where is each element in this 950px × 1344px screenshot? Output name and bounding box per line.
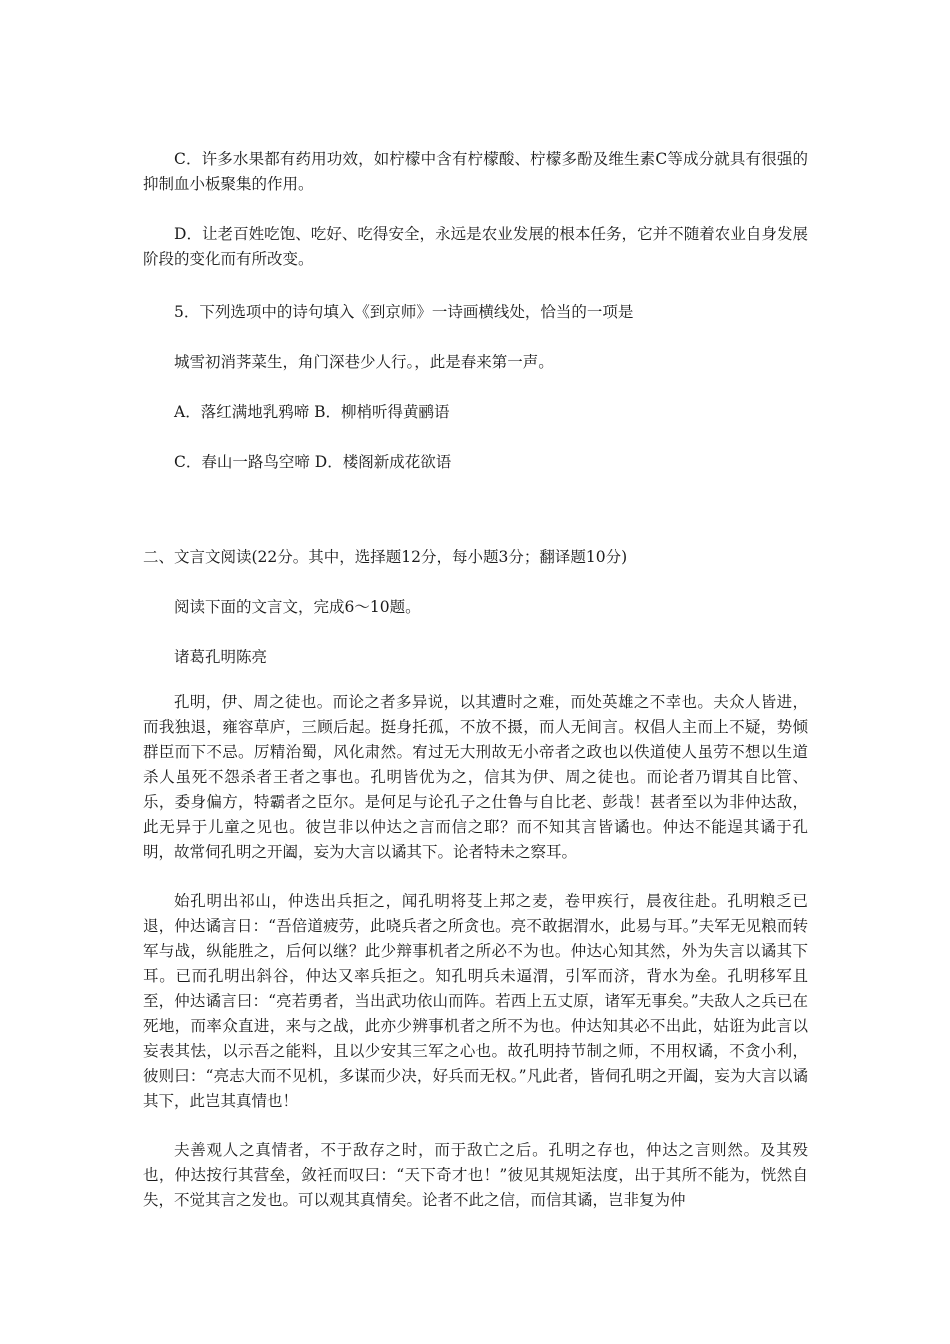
passage-paragraph-1: 孔明，伊、周之徒也。而论之者多异说，以其遭时之难，而处英雄之不幸也。夫众人皆进，而我独退，雍容草庐，三顾后起。挺身托孤，不放不摄，而人无间言。权倡人主而上不疑，势倾群臣而下不忌。厉精治蜀，风化肃然。宥过无大刑故无小帝者之政也以佚道使人虽劳不想以生道杀人虽死不怨杀者王者之事也。孔明皆优为之，信其为伊、周之徒也。而论者乃谓其自比管、乐，委身偏方，特霸者之臣尔。是何足与论孔子之仕鲁与自比老、彭哉！甚者至以为非仲达敌，此无异于儿童之见也。彼岂非以仲达之言而信之耶？而不知其言皆谲也。仲达不能逞其谲于孔明，故常伺孔明之开阖，妄为大言以谲其下。论者特未之察耳。 <box>143 693 808 861</box>
question-5-options-cd: C．春山一路鸟空啼 D．楼阁新成花欲语 <box>174 453 452 471</box>
question-5-options-ab: A．落红满地乳鸦啼 B．柳梢听得黄鹂语 <box>174 403 450 421</box>
option-d-text: D．让老百姓吃饱、吃好、吃得安全，永远是农业发展的根本任务，它并不随着农业自身发展阶段的变化而有所改变。 <box>143 225 808 268</box>
option-c-text: C．许多水果都有药用功效，如柠檬中含有柠檬酸、柠檬多酚及维生素C等成分就具有很强的抑制血小板聚集的作用。 <box>143 150 808 193</box>
reading-instruction: 阅读下面的文言文，完成6～10题。 <box>174 598 421 616</box>
question-5-poem: 城雪初消荠菜生，角门深巷少人行。，此是春来第一声。 <box>174 353 554 371</box>
passage-paragraph-2: 始孔明出祁山，仲迭出兵拒之，闻孔明将芟上邦之麦，卷甲疾行，晨夜往赴。孔明粮乏已退，仲达谲言日：“吾倍道疲劳，此哓兵者之所贪也。亮不敢据渭水，此易与耳。”夫军无见粮而转军与战，纵能胜之，后何以继？此少辩事机者之所必不为也。仲达心知其然，外为失言以谲其下耳。已而孔明出斜谷，仲达又率兵拒之。知孔明兵未逼渭，引军而济，背水为垒。孔明移军且至，仲达谲言曰：“亮若勇者，当出武功依山而阵。若西上五丈原，诸军无事矣。”夫敌人之兵已在死地，而率众直进，来与之战，此亦少辨事机者之所不为也。仲达知其必不出此，姑诳为此言以妄表其怯，以示吾之能料，且以少安其三军之心也。故孔明持节制之师，不用权谲，不贪小利，彼则曰：“亮志大而不见机，多谋而少决，好兵而无权。”凡此者，皆伺孔明之开阖，妄为大言以谲其下，此岂其真情也！ <box>143 892 808 1110</box>
passage-paragraph-3: 夫善观人之真情者，不于敌存之时，而于敌亡之后。孔明之存也，仲达之言则然。及其殁也，仲达按行其营垒，敛衽而叹曰：“天下奇才也！”彼见其规矩法度，出于其所不能为，恍然自失，不觉其言之发也。可以观其真情矣。论者不此之信，而信其谲，岂非复为仲 <box>143 1141 808 1209</box>
question-5-stem: 5．下列选项中的诗句填入《到京师》一诗画横线处，恰当的一项是 <box>174 303 634 321</box>
passage-title: 诸葛孔明陈亮 <box>174 648 268 666</box>
section-2-heading: 二、文言文阅读(22分。其中，选择题12分，每小题3分；翻译题10分) <box>143 548 628 566</box>
